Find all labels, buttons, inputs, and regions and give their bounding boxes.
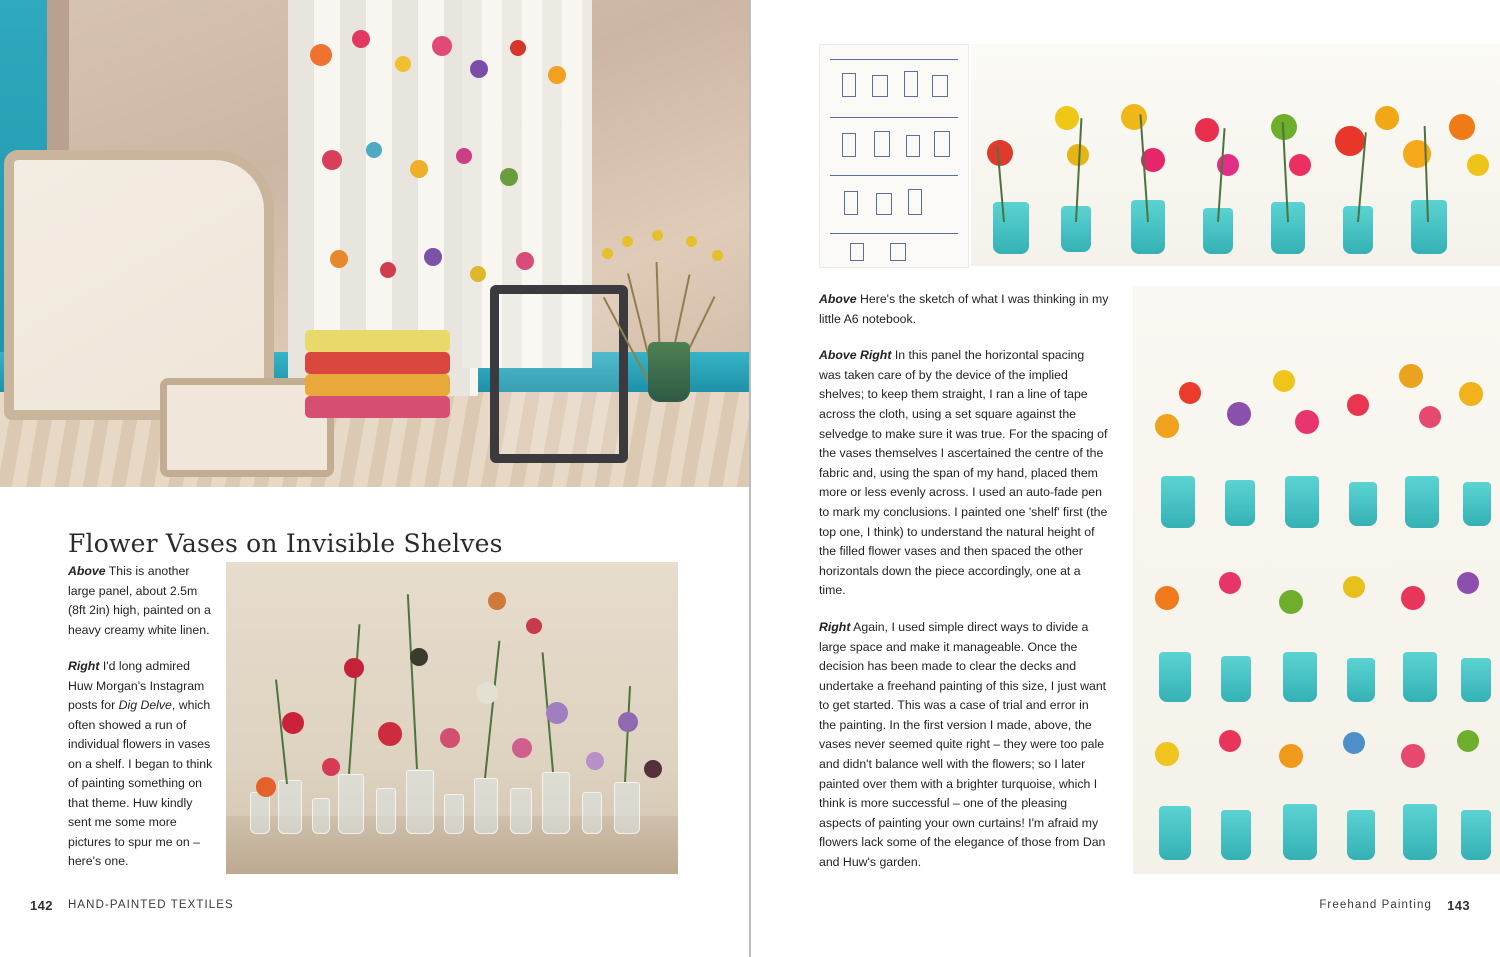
painted-flower [322,150,342,170]
seedhead [622,236,633,247]
caption-text: This is another large panel, about 2.5m (8ft 2in) high, painted on a heavy creamy white linen. [68,564,211,637]
cushion [305,352,450,374]
painted-flower [1343,576,1365,598]
glass-bottle [338,774,364,834]
painted-vase [1403,652,1437,702]
sketch-vase [934,131,950,157]
painted-vase [1159,652,1191,702]
painted-vase [1461,810,1491,860]
painted-flower [310,44,332,66]
glass-bottle [444,794,464,834]
painted-flower [1055,106,1079,130]
seedhead [602,248,613,259]
painted-flower [1179,382,1201,404]
painted-vase [1347,810,1375,860]
painted-vase [1161,476,1195,528]
painted-flower [410,160,428,178]
painted-vase [1283,652,1317,702]
sketch-vase [842,133,856,157]
glass-bottle [510,788,532,834]
painted-flower [1399,364,1423,388]
painted-flower [1289,154,1311,176]
caption-text: Here's the sketch of what I was thinking in my little A6 notebook. [819,292,1109,326]
painted-flower [510,40,526,56]
painted-flower [516,252,534,270]
painted-vase [1405,476,1439,528]
painted-vase [1285,476,1319,528]
painted-flower [1401,586,1425,610]
sketch-vase [872,75,888,97]
glass-bottle [376,788,396,834]
painted-flower [1219,572,1241,594]
publication-name: Dig Delve [118,698,172,712]
page-number-right: 143 [1447,898,1470,913]
flower-stem [348,624,360,774]
flower-head [322,758,340,776]
flower-head [512,738,532,758]
cushion [305,396,450,418]
caption-text: Again, I used simple direct ways to divide a large space and make it manageable. Once the decision has been made to clear the decks and undertake a freehand painting of this size, I just want to get started. This was a case of trial and error in the painting. In the first version I made, above, the vases never seemed quite right – they were too pale and didn't balance well with the flowers; so I later painted over them with a brighter turquoise, which I think is more successful – one of the pleasing aspects of painting your own curtains! I'm afraid my flowers lack some of the elegance of those from Dan and Huw's garden. [819,619,1107,870]
caption-right [68,657,216,872]
seedhead [652,230,663,241]
glass-bottle [406,770,434,834]
painted-flower [1155,414,1179,438]
painted-flower [1227,402,1251,426]
sketch-stroke [830,175,958,176]
flower-head [586,752,604,770]
caption-above [819,290,1109,329]
sketch-vase [844,191,858,215]
caption-above-right [819,346,1109,601]
painted-flower [500,168,518,186]
flower-head [344,658,364,678]
painted-flower [1347,394,1369,416]
flower-head [256,777,276,797]
painted-vase [1221,656,1251,702]
painted-vase [1225,480,1255,526]
sketch-vase [932,75,948,97]
caption-lead: Above Right [819,348,892,363]
painted-flower [456,148,472,164]
caption-right [819,618,1109,873]
painted-flower [1273,370,1295,392]
painted-flower [380,262,396,278]
painted-flower [1457,572,1479,594]
painted-flower [987,140,1013,166]
sketch-stroke [830,117,958,118]
caption-above [68,562,216,640]
seedhead [712,250,723,261]
cushion-stack [305,330,450,418]
cushion [305,374,450,396]
caption-lead: Above [819,292,857,306]
notebook-sketch-photo [819,44,969,268]
running-head-right: Freehand Painting [1319,899,1432,911]
painted-flower [1295,410,1319,434]
painted-vase [1283,804,1317,860]
glass-bottle [614,782,640,834]
painted-vase [1159,806,1191,860]
still-life-photo [226,562,678,874]
sketch-vase [876,193,892,215]
seedhead [686,236,697,247]
painted-flower [548,66,566,84]
page-title: Flower Vases on Invisible Shelves [68,528,503,558]
glass-bottle [312,798,330,834]
right-caption-column [819,290,1109,890]
painted-vase [1403,804,1437,860]
flower-head [644,760,662,778]
painted-flower [1375,106,1399,130]
room-interior-photo [0,0,750,487]
flower-head [440,728,460,748]
painted-flower [1449,114,1475,140]
running-head-left: HAND-PAINTED TEXTILES [68,899,234,911]
flower-stem [624,686,631,782]
left-caption-column [68,562,216,889]
painted-flower [1457,730,1479,752]
painted-panel-banner-photo [971,44,1500,266]
large-painted-panel-photo [1133,286,1500,874]
flower-head [618,712,638,732]
sketch-vase [904,71,918,97]
right-page [751,0,1500,957]
painted-flower [424,248,442,266]
painted-flower [1419,406,1441,428]
painted-flower [1155,742,1179,766]
painted-flower [1195,118,1219,142]
painted-flower [330,250,348,268]
painted-flower [352,30,370,48]
painted-flower [1459,382,1483,406]
painted-vase [1347,658,1375,702]
painted-vase [993,202,1029,254]
painted-flower [1279,744,1303,768]
painted-flower [432,36,452,56]
caption-text-part2: , which often showed a run of individual flowers in vases on a shelf. I began to think of painting something on that theme. Huw kindly sent me some more pictures to spur me on – here's one. [68,698,213,868]
sketch-vase [906,135,920,157]
painted-vase [1461,658,1491,702]
painted-vase [1221,810,1251,860]
painted-flower [1401,744,1425,768]
flower-stem [407,594,418,769]
glass-bottle [542,772,570,834]
glass-bottle [250,792,270,834]
painted-flower [1467,154,1489,176]
painted-flower [470,266,486,282]
painted-flower [470,60,488,78]
painted-flower [1335,126,1365,156]
painted-vase [1349,482,1377,526]
glass-bottle [582,792,602,834]
flower-stem [484,641,500,778]
painted-flower [1279,590,1303,614]
caption-text: In this panel the horizontal spacing was taken care of by the device of the implied shelves; to keep them straight, I ran a line of tape across the cloth, using a set square against the selvedge to make sure it was true. For the spacing of the vases themselves I ascertained the centre of the fabric and, using the span of my hand, placed them more or less evenly across. I used an auto-fade pen to mark my conclusions. I painted one 'shelf' first (the top one, I think) to understand the natural height of the filled flower vases and then spaced the other horizontals down the piece accordingly, one at a time. [819,348,1108,598]
caption-text-part1: I'd long admired Huw Morgan's Instagram posts for [68,659,205,712]
painted-flower [1121,104,1147,130]
sketch-stroke [830,59,958,60]
flower-head [476,682,498,704]
flower-head [410,648,428,666]
sketch-stroke [830,233,958,234]
painted-flower [1343,732,1365,754]
sketch-vase [908,189,922,215]
flower-head [488,592,506,610]
caption-lead: Right [68,659,100,673]
page-number-left: 142 [30,898,53,913]
green-vase [648,342,690,402]
caption-lead: Above [68,564,106,578]
sketch-vase [842,73,856,97]
painted-flower [1219,730,1241,752]
flower-head [378,722,402,746]
sketch-vase [890,243,906,261]
flower-head [282,712,304,734]
painted-flower [395,56,411,72]
sketch-vase [874,131,890,157]
painted-vase [1463,482,1491,526]
flower-head [526,618,542,634]
painted-vase [1411,200,1447,254]
cushion [305,330,450,352]
glass-bottle [278,780,302,834]
glass-bottle [474,778,498,834]
caption-lead: Right [819,619,851,634]
painted-flower [366,142,382,158]
flower-head [546,702,568,724]
painted-flower [1155,586,1179,610]
sketch-vase [850,243,864,261]
